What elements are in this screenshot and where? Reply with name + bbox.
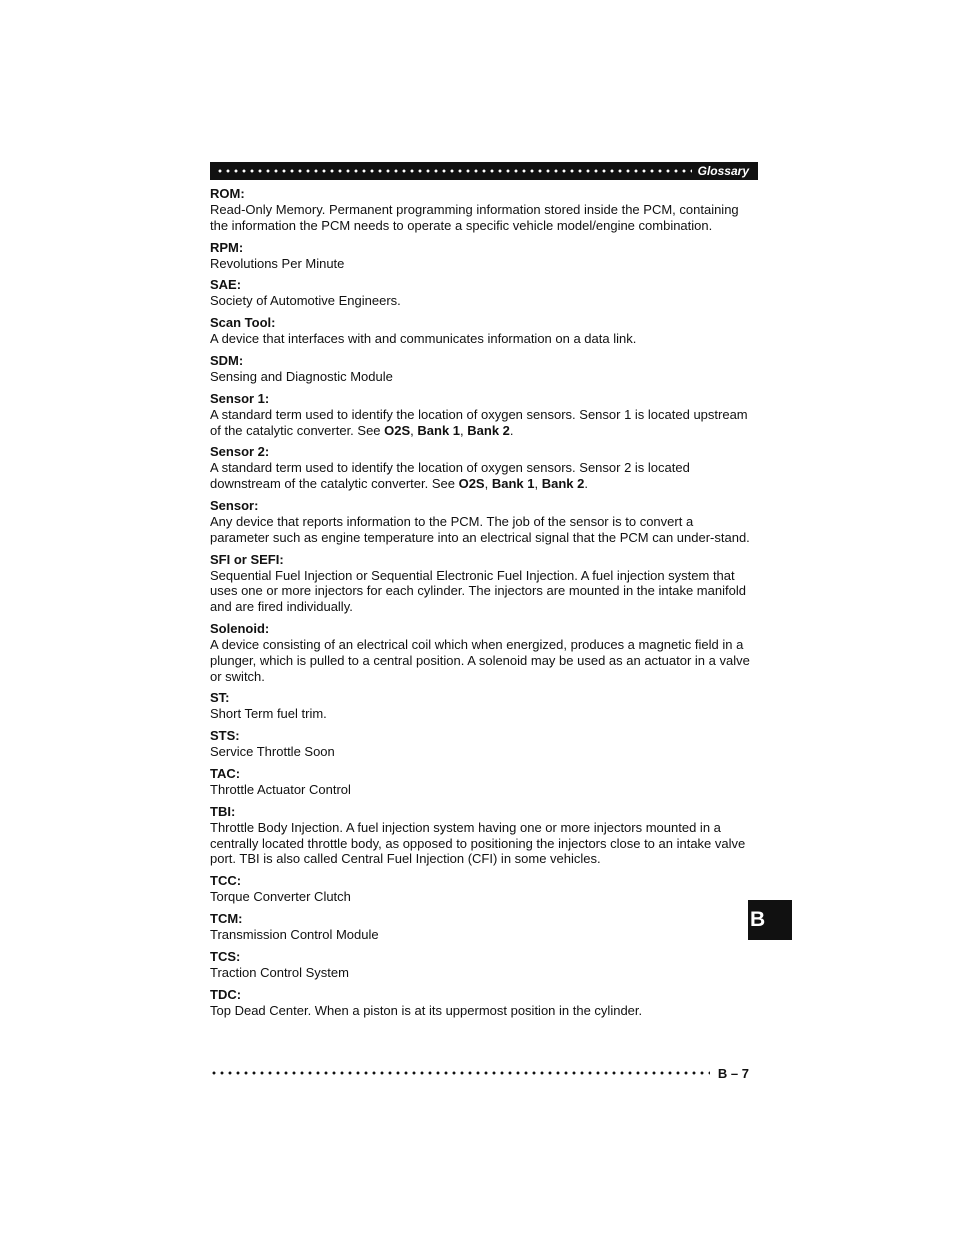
glossary-entry: [210, 240, 750, 272]
glossary-term: Solenoid:: [210, 620, 270, 636]
glossary-entry: [210, 911, 750, 943]
glossary-entry: [210, 873, 750, 905]
section-tab-label: B: [750, 908, 766, 931]
glossary-definition: Sequential Fuel Injection or Sequential Electronic Fuel Injection. A fuel injection system that uses one or more injectors for each cylinder. The injectors are mounted in the intake manifold and are fired individually.: [210, 567, 746, 615]
glossary-entry: [210, 444, 750, 492]
section-tab: [748, 900, 792, 940]
glossary-definition: Traction Control System: [210, 964, 349, 980]
glossary-definition: [210, 407, 750, 439]
glossary-term: SFI or SEFI:: [210, 551, 284, 567]
glossary-term: Sensor 2:: [210, 444, 270, 460]
glossary-definition: Revolutions Per Minute: [210, 255, 345, 271]
glossary-entry: [210, 186, 750, 234]
glossary-definition: A device that interfaces with and communicates information on a data link.: [210, 331, 637, 347]
glossary-term: Sensor 1:: [210, 390, 270, 406]
glossary-definition: Society of Automotive Engineers.: [210, 293, 401, 309]
glossary-list: [210, 186, 750, 1024]
glossary-definition: Throttle Body Injection. A fuel injection system having one or more injectors mounted in a centrally located throttle body, as opposed to positioning the injectors close to an intake valve port. TBI is also called Central Fuel Injection (CFI) in some vehicles.: [210, 819, 746, 867]
glossary-definition: Sensing and Diagnostic Module: [210, 368, 393, 384]
page-number: B – 7: [717, 1065, 749, 1081]
glossary-entry: [210, 690, 750, 722]
glossary-term: TCC:: [210, 873, 242, 889]
definition-text: A standard term used to identify the location of oxygen sensors. Sensor 1 is located upstream of the catalytic converter. See: [210, 406, 748, 438]
glossary-term: TAC:: [210, 765, 241, 781]
glossary-entry: [210, 766, 750, 798]
glossary-term: STS:: [210, 728, 240, 744]
glossary-definition: Transmission Control Module: [210, 926, 379, 942]
glossary-term: Scan Tool:: [210, 315, 276, 331]
glossary-definition: Throttle Actuator Control: [210, 781, 351, 797]
glossary-entry: [210, 353, 750, 385]
definition-text: ,: [460, 422, 468, 438]
glossary-definition: Top Dead Center. When a piston is at its uppermost position in the cylinder.: [210, 1002, 643, 1018]
glossary-entry: [210, 391, 750, 439]
glossary-term: TCM:: [210, 910, 243, 926]
cross-reference: Bank 1: [491, 476, 535, 492]
cross-reference: Bank 2: [541, 476, 585, 492]
glossary-term: SDM:: [210, 352, 244, 368]
glossary-definition: A device consisting of an electrical coil which when energized, produces a magnetic field in a plunger, which is pulled to a central position. A solenoid may be used as an actuator in a valve or switch.: [210, 636, 750, 684]
glossary-entry: [210, 498, 750, 546]
glossary-term: RPM:: [210, 239, 244, 255]
glossary-term: TCS:: [210, 948, 241, 964]
glossary-entry: [210, 987, 750, 1019]
definition-text: ,: [534, 476, 542, 492]
glossary-term: Sensor:: [210, 497, 259, 513]
cross-reference: O2S: [458, 476, 485, 492]
glossary-entry: [210, 728, 750, 760]
glossary-entry: [210, 315, 750, 347]
cross-reference: Bank 1: [417, 422, 461, 438]
glossary-entry: [210, 621, 750, 684]
glossary-definition: Read-Only Memory. Permanent programming information stored inside the PCM, containing the information the PCM needs to operate a specific vehicle model/engine combination.: [210, 202, 739, 233]
glossary-entry: [210, 804, 750, 867]
glossary-definition: Any device that reports information to the PCM. The job of the sensor is to convert a parameter such as engine temperature into an electrical signal that the PCM can under-stand.: [210, 513, 750, 545]
header-dot-leader: [216, 162, 692, 180]
glossary-definition: [210, 460, 750, 492]
glossary-definition: Short Term fuel trim.: [210, 706, 327, 722]
footer-dot-leader: [210, 1064, 710, 1082]
glossary-term: TDC:: [210, 986, 242, 1002]
glossary-term: ST:: [210, 690, 230, 706]
header-bar: [210, 162, 758, 180]
definition-text: .: [584, 476, 588, 492]
glossary-entry: [210, 949, 750, 981]
cross-reference: O2S: [384, 422, 411, 438]
cross-reference: Bank 2: [467, 422, 510, 438]
glossary-term: ROM:: [210, 186, 245, 201]
glossary-entry: [210, 277, 750, 309]
definition-text: ,: [410, 422, 418, 438]
glossary-term: TBI:: [210, 803, 236, 819]
definition-text: ,: [484, 476, 492, 492]
glossary-definition: Service Throttle Soon: [210, 744, 335, 760]
footer: [210, 1064, 758, 1082]
header-title: Glossary: [697, 164, 749, 178]
glossary-term: SAE:: [210, 277, 242, 293]
definition-text: .: [509, 422, 514, 438]
definition-text: A standard term used to identify the location of oxygen sensors. Sensor 2 is located downstream of the catalytic converter. See: [210, 460, 690, 492]
glossary-entry: [210, 552, 750, 615]
glossary-definition: Torque Converter Clutch: [210, 889, 351, 905]
